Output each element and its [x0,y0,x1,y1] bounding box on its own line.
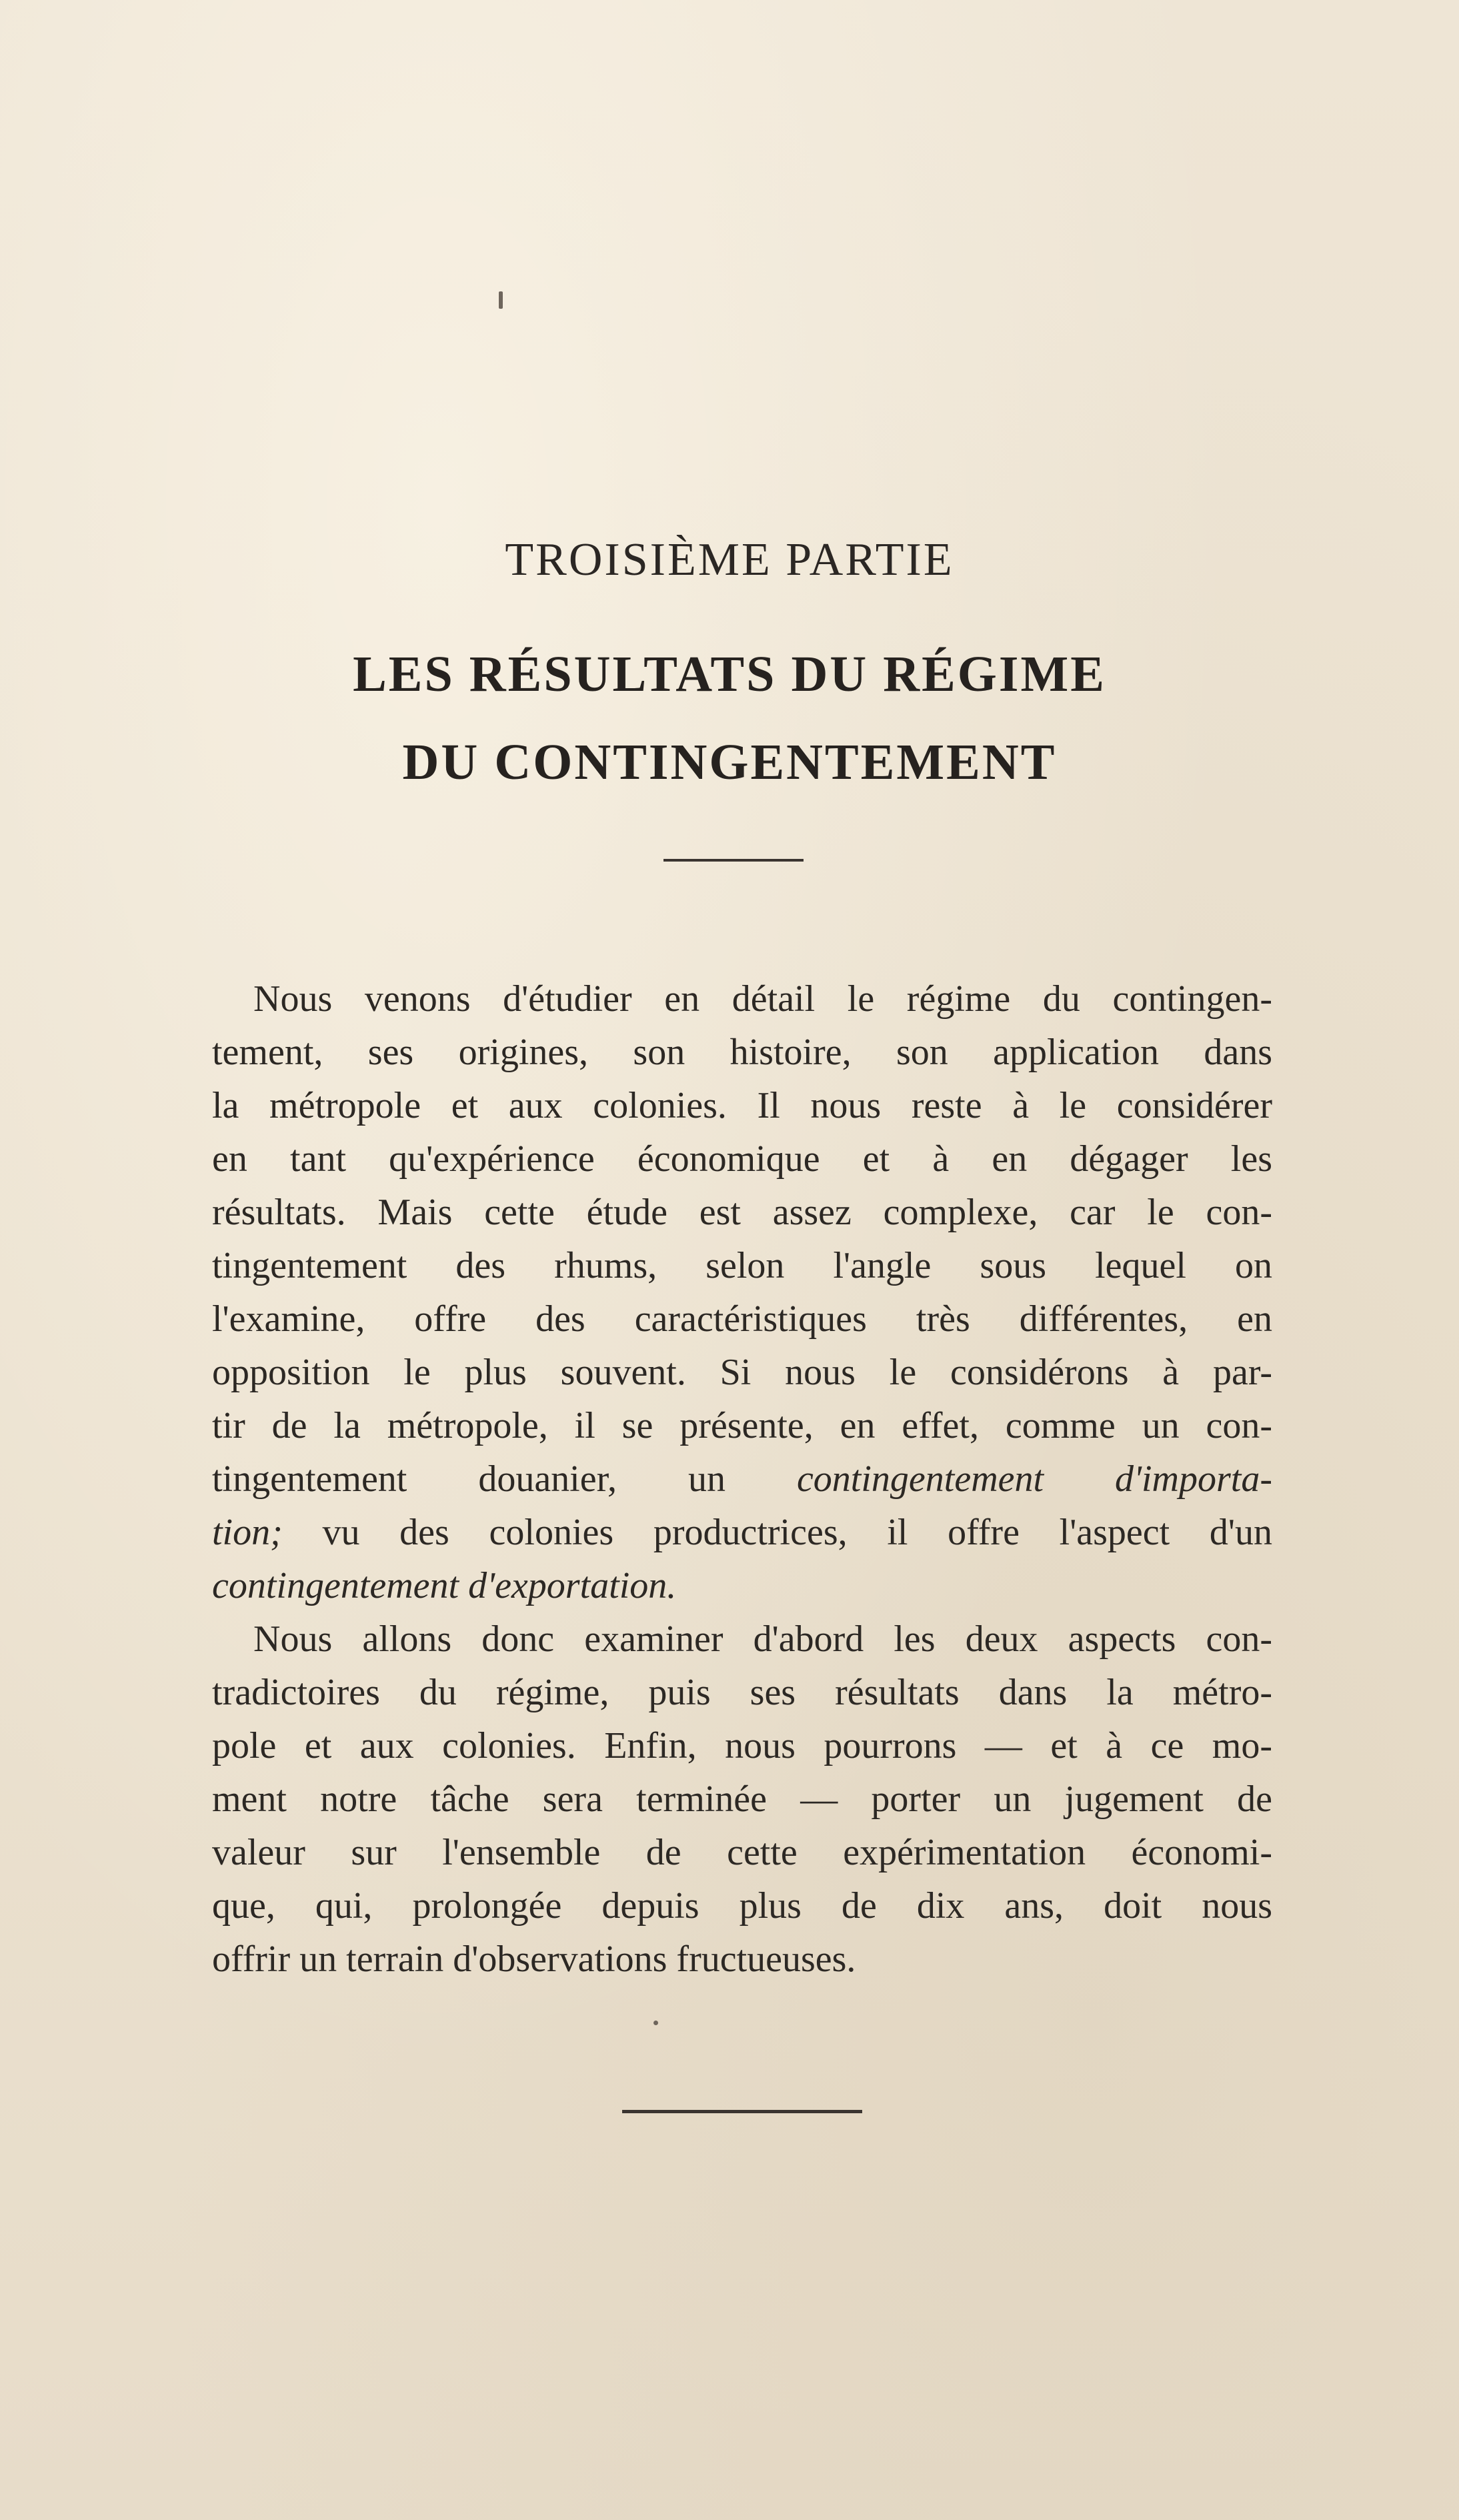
paragraph-2-line: que, qui, prolongée depuis plus de dix ans, doit nous [212,1885,1272,1927]
paragraph-1-line: opposition le plus souvent. Si nous le considérons à par- [212,1352,1272,1393]
end-divider-rule [622,2110,862,2113]
paragraph-1-italic-text: contingentement d'importa- [796,1458,1272,1500]
paragraph-2-line: ment notre tâche sera terminée — porter un jugement de [212,1778,1272,1820]
chapter-title-line-1: LES RÉSULTATS DU RÉGIME [353,646,1106,702]
paragraph-1-line: la métropole et aux colonies. Il nous reste à le considérer [212,1085,1272,1126]
paragraph-1-line: tir de la métropole, il se présente, en effet, comme un con- [212,1405,1272,1446]
paragraph-1-line [212,1559,1272,1612]
paragraph-1-text: vu des colonies productrices, il offre l'aspect d'un [282,1512,1272,1553]
paper-speck [653,2021,658,2025]
paper-speck [499,291,503,309]
paragraph-1-line: résultats. Mais cette étude est assez complexe, car le con- [212,1192,1272,1233]
body-text [212,972,1272,1986]
paragraph-2-line: tradictoires du régime, puis ses résultats dans la métro- [212,1672,1272,1713]
paragraph-2-line: Nous allons donc examiner d'abord les deux aspects con- [253,1618,1272,1660]
paragraph-1-italic-text: contingentement d'exportation. [212,1565,677,1606]
title-divider-rule [663,859,804,862]
paragraph-1-line: l'examine, offre des caractéristiques très différentes, en [212,1298,1272,1340]
paragraph-1-italic-text: tion; [212,1512,283,1553]
paragraph-1-text: tingentement douanier, un [212,1458,797,1500]
paragraph-1-line [212,1506,1272,1559]
paragraph-2-line: pole et aux colonies. Enfin, nous pourrons — et à ce mo- [212,1725,1272,1766]
chapter-title-line-2: DU CONTINGENTEMENT [402,734,1057,790]
paragraph-2-line: valeur sur l'ensemble de cette expérimentation économi- [212,1832,1272,1873]
paragraph-2-line: offrir un terrain d'observations fructueuses. [212,1939,856,1980]
part-title: TROISIÈME PARTIE [505,534,954,585]
paragraph-1-line: en tant qu'expérience économique et à en dégager les [212,1138,1272,1180]
paragraph-1-line: Nous venons d'étudier en détail le régime du contingen- [253,978,1272,1020]
paragraph-1-line: tingentement des rhums, selon l'angle sous lequel on [212,1245,1272,1286]
paragraph-1-line: tement, ses origines, son histoire, son application dans [212,1032,1272,1073]
paragraph-1-line [212,1452,1272,1506]
